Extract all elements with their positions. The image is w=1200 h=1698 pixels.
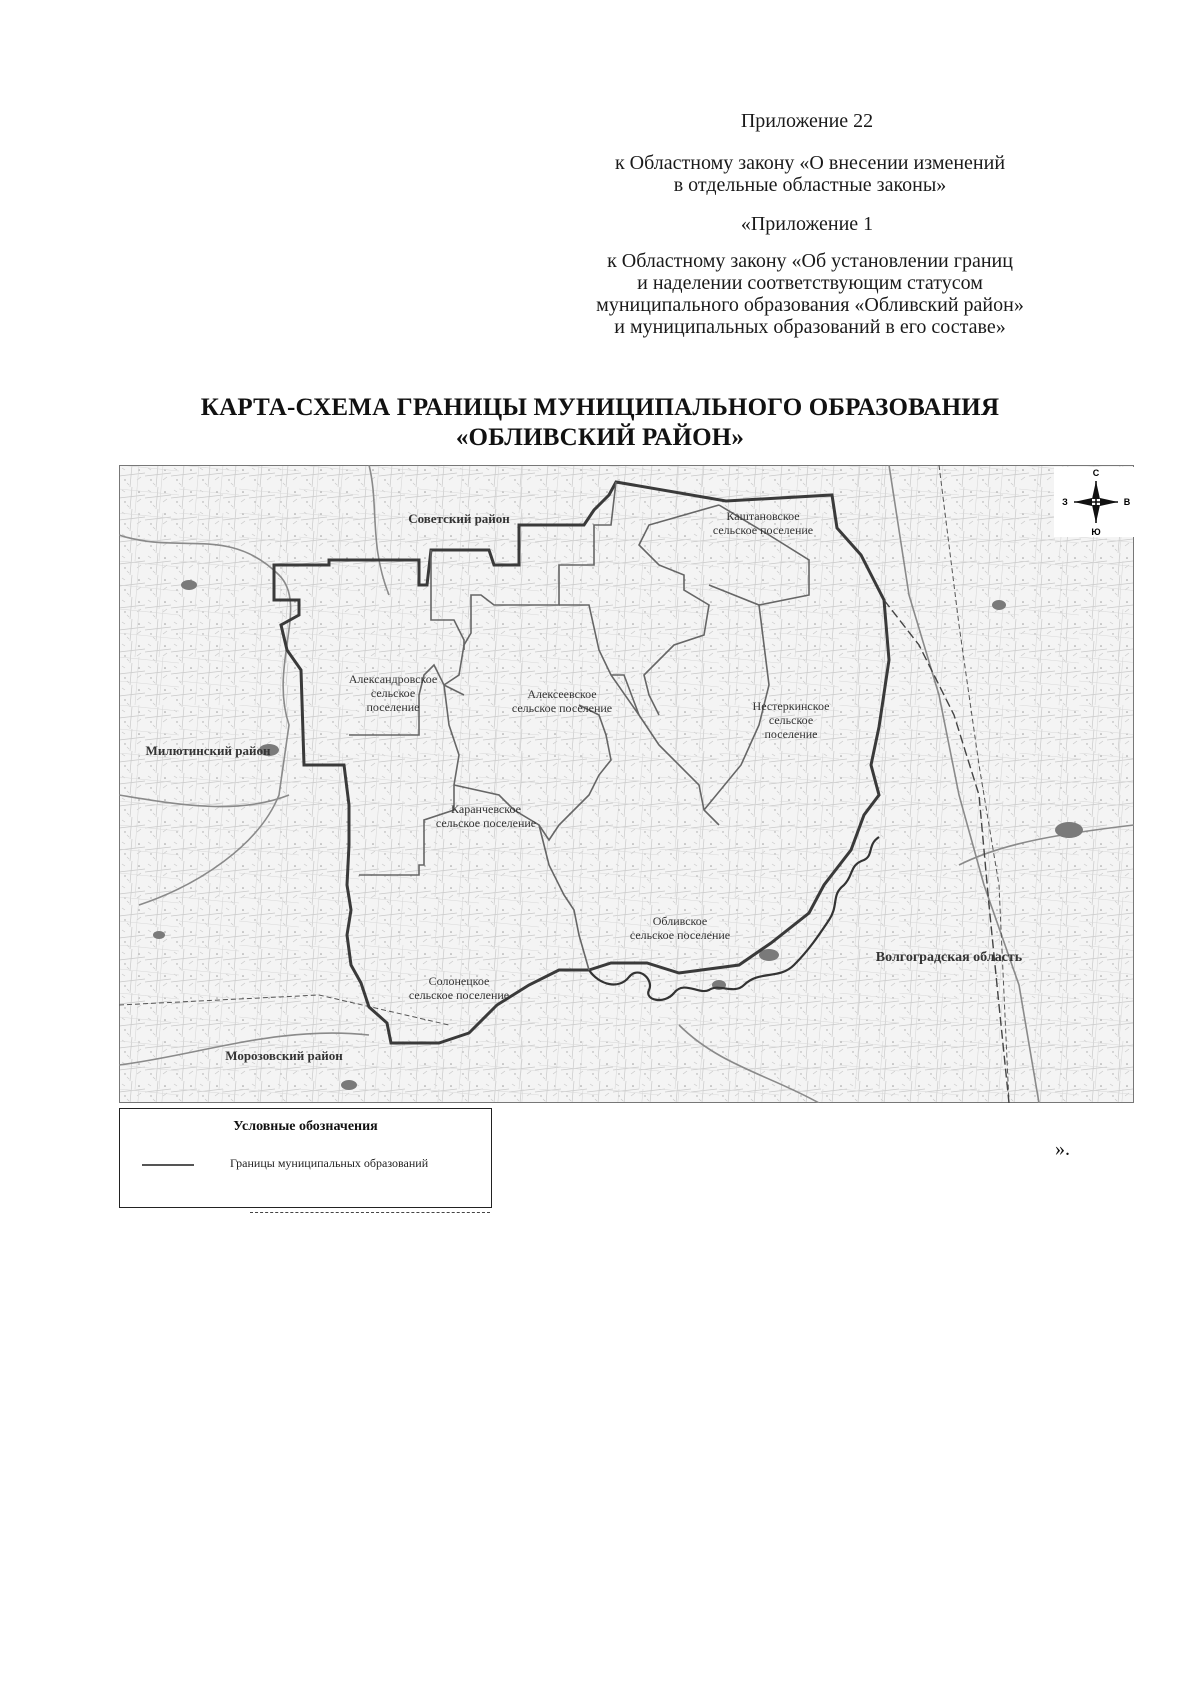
annex-law2-line3: муниципального образования «Обливский район»	[596, 294, 1024, 316]
annex-law1-line2: в отдельные областные законы»	[673, 174, 947, 196]
label-neighbor-morozovsky: Морозовский район	[225, 1048, 343, 1063]
legend-divider	[250, 1212, 490, 1213]
annex-number-text: Приложение 22	[740, 110, 874, 132]
label-oblivskoe-1: Обливское	[652, 914, 708, 928]
label-neighbor-milyutinsky: Милютинский район	[145, 743, 271, 758]
label-aleksandrovskoe-2: сельское	[370, 686, 416, 700]
compass-north: С	[1092, 468, 1100, 478]
page-title-line2: «ОБЛИВСКИЙ РАЙОН»	[455, 424, 745, 451]
label-alekseevskoe-2: сельское поселение	[511, 701, 613, 715]
label-solonetskoe-1: Солонецкое	[428, 974, 490, 988]
annex-number	[712, 110, 902, 132]
annex-law2-line1: к Областному закону «Об установлении границ	[607, 250, 1013, 272]
label-aleksandrovskoe-1: Александровское	[348, 672, 438, 686]
label-oblivskoe-2: сельское поселение	[629, 928, 731, 942]
label-kashtanovskoe-1: Каштановское	[726, 509, 800, 523]
legend-boundary-line	[142, 1164, 194, 1166]
label-karanchevskoe-1: Каранчевское	[451, 802, 521, 816]
label-alekseevskoe-1: Алексеевское	[527, 687, 597, 701]
annex-law2-line2: и наделении соответствующим статусом	[637, 272, 983, 294]
label-nesterkinskoe-3: поселение	[764, 727, 818, 741]
compass-west: З	[1062, 497, 1068, 507]
page-title-line1: КАРТА-СХЕМА ГРАНИЦЫ МУНИЦИПАЛЬНОГО ОБРАЗОВАНИЯ	[200, 394, 1000, 421]
map-legend	[119, 1108, 492, 1208]
label-solonetskoe-2: сельское поселение	[408, 988, 510, 1002]
compass-east: В	[1123, 497, 1131, 507]
annex-reference-text: «Приложение 1	[740, 213, 874, 235]
label-aleksandrovskoe-3: поселение	[366, 700, 420, 714]
compass-south: Ю	[1091, 527, 1101, 537]
annex-law-reference-1	[560, 152, 1060, 196]
page-title	[120, 393, 1080, 453]
label-kashtanovskoe-2: сельское поселение	[712, 523, 814, 537]
annex-law1-line1: к Областному закону «О внесении изменений	[614, 152, 1006, 174]
annex-law2-line4: и муниципальных образований в его составе»	[614, 316, 1006, 338]
closing-quote-mark: ».	[1055, 1138, 1070, 1160]
label-nesterkinskoe-2: сельское	[768, 713, 814, 727]
annex-reference	[712, 213, 902, 235]
label-nesterkinskoe-1: Нестеркинское	[752, 699, 830, 713]
compass-rose	[1054, 467, 1134, 537]
district-map	[119, 465, 1134, 1103]
annex-law-reference-2	[545, 250, 1075, 338]
label-karanchevskoe-2: сельское поселение	[435, 816, 537, 830]
label-neighbor-volgograd: Волгоградская область	[875, 950, 1023, 965]
legend-boundary-label: Границы муниципальных образований	[230, 1156, 429, 1170]
legend-title: Условные обозначения	[233, 1119, 378, 1134]
label-neighbor-sovetsky: Советский район	[408, 511, 510, 526]
